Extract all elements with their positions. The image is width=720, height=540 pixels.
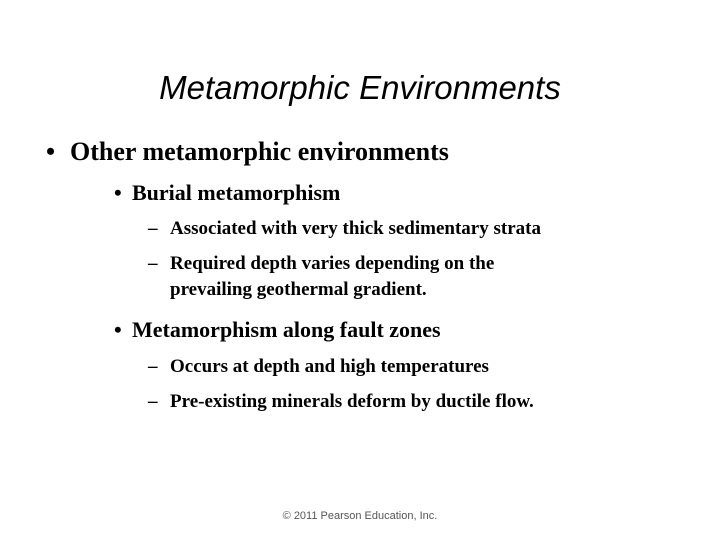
bullet-text: Burial metamorphism	[132, 180, 341, 205]
bullet-text: Pre-existing minerals deform by ductile flow.	[170, 391, 534, 412]
dash-marker: –	[148, 356, 158, 377]
bullet-level3	[148, 251, 494, 303]
dash-marker: –	[148, 253, 158, 274]
bullet-marker: •	[114, 317, 122, 342]
bullet-level1	[46, 135, 449, 169]
bullet-marker: •	[114, 180, 122, 205]
dash-marker: –	[148, 391, 158, 412]
slide-title: Metamorphic Environments	[159, 69, 561, 106]
bullet-text: Metamorphism along fault zones	[132, 317, 441, 342]
dash-marker: –	[148, 218, 158, 239]
bullet-text: Associated with very thick sedimentary strata	[170, 218, 541, 239]
bullet-text: Required depth varies depending on the prevailing geothermal gradient.	[170, 253, 495, 300]
bullet-level2	[114, 178, 340, 208]
bullet-level3	[148, 354, 489, 380]
bullet-marker: •	[46, 137, 56, 166]
bullet-text: Other metamorphic environments	[70, 137, 449, 166]
bullet-level3	[148, 216, 541, 242]
bullet-level2	[114, 315, 441, 345]
bullet-text: Occurs at depth and high temperatures	[170, 356, 489, 377]
bullet-level3	[148, 389, 534, 415]
copyright-footer: © 2011 Pearson Education, Inc.	[282, 510, 438, 522]
